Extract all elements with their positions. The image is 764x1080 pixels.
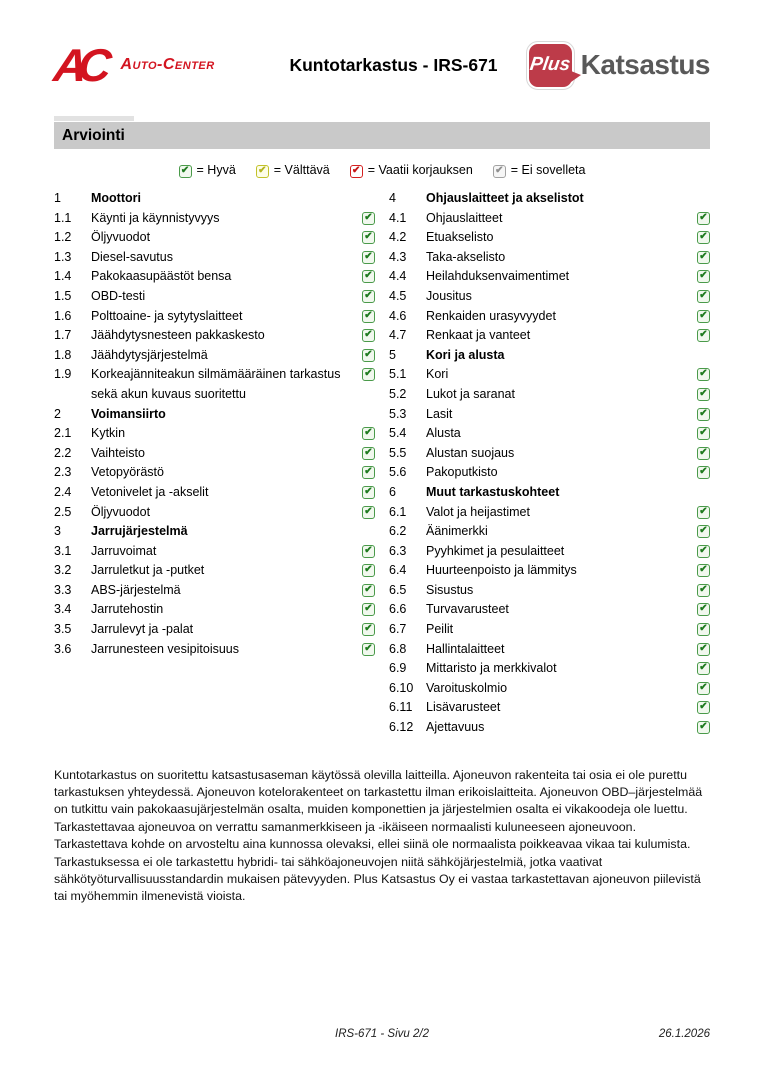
item-label: Peilit (426, 622, 454, 637)
item-number: 3.2 (54, 563, 72, 578)
legend-item-na (493, 162, 586, 178)
status-checkbox-good-icon: ✔ (697, 545, 710, 558)
item-label: Jarrujärjestelmä (91, 524, 188, 539)
item-number: 6.10 (389, 680, 414, 695)
item-number: 1.8 (54, 347, 72, 362)
page-footer (0, 1028, 764, 1044)
disclaimer-text: Kuntotarkastus on suoritettu katsastusaseman käytössä olevilla laitteilla. Ajoneuvon rakenteita tai osia ei ole purettu tarkastuksen yhteydessä. Ajoneuvon kotelorakenteet on tarkastettu ilman erikoislaitteita. Ajoneuvon OBD–järjestelmää on tutkittu vain pakokaasujärjestelmän osalta, muiden komponettien ja järjestelmien osalta ei vikakoodeja ole luettu. Tarkastettavaa ajoneuvoa on verrattu samanmerkkiseen ja -ikäiseen normaalisti kuluneeseen ajoneuvoon. Tarkastettava kohde on arvosteltu aina kunnossa olevaksi, ellei siinä ole normaalista poikkeavaa vikaa tai kulumista. Tarkastuksessa ei ole tarkastettu hybridi- tai sähköajoneuvojen niitä sähköjärjestelmiä, jotka vaativat sähkötyöturvallisuusstandardin mukaisen pätevyyden. Plus Katsastus Oy ei vastaa tarkastettavan ajoneuvon piilevistä tai myöhemmin ilmenevistä vioista. (54, 767, 703, 904)
item-number: 6.3 (389, 543, 407, 558)
checklist-row (389, 581, 710, 601)
item-number: 4.4 (389, 269, 407, 284)
item-label: Öljyvuodot (91, 230, 151, 245)
legend-item-good (179, 162, 236, 178)
checklist-column-right (389, 189, 710, 738)
auto-center-logo-text: Auto-Center (120, 56, 215, 73)
checklist-row (54, 307, 375, 327)
item-number: 2.3 (54, 465, 72, 480)
checklist-row (389, 718, 710, 738)
item-label: Mittaristo ja merkkivalot (426, 661, 557, 676)
checklist-row (389, 522, 710, 542)
item-number: 2.5 (54, 504, 72, 519)
status-checkbox-good-icon: ✔ (362, 643, 375, 656)
item-label: Turvavarusteet (426, 602, 509, 617)
item-label: Moottori (91, 191, 141, 205)
status-checkbox-good-icon: ✔ (697, 368, 710, 381)
checklist-row (54, 424, 375, 444)
status-checkbox-good-icon: ✔ (179, 165, 192, 178)
item-number: 1.7 (54, 328, 72, 343)
status-checkbox-good-icon: ✔ (362, 212, 375, 225)
item-number: 3.3 (54, 582, 72, 597)
item-number: 3.1 (54, 543, 72, 558)
item-label: Lukot ja saranat (426, 386, 515, 401)
item-number: 6.6 (389, 602, 407, 617)
item-label: Jarrutehostin (91, 602, 164, 617)
checklist-row (389, 209, 710, 229)
item-number: 2.1 (54, 426, 72, 441)
page-title: Kuntotarkastus - IRS-671 (289, 54, 498, 75)
status-checkbox-good-icon: ✔ (697, 584, 710, 597)
checklist-group-header (389, 483, 710, 503)
auto-center-logo-mark: AC (51, 39, 106, 91)
status-checkbox-good-icon: ✔ (697, 251, 710, 264)
item-label: Äänimerkki (426, 524, 488, 539)
status-checkbox-good-icon: ✔ (697, 212, 710, 225)
item-number: 6.5 (389, 582, 407, 597)
item-label: Sisustus (426, 582, 474, 597)
item-number: 1.9 (54, 367, 72, 382)
status-checkbox-good-icon: ✔ (362, 427, 375, 440)
item-number: 1.6 (54, 308, 72, 323)
status-checkbox-good-icon: ✔ (697, 270, 710, 283)
status-checkbox-good-icon: ✔ (697, 564, 710, 577)
item-label: ABS-järjestelmä (91, 582, 181, 597)
item-label: Vaihteisto (91, 445, 145, 460)
checklist-row (389, 365, 710, 385)
item-label: Alusta (426, 426, 461, 441)
checklist-row (54, 444, 375, 464)
checklist-row (54, 542, 375, 562)
item-number: 6 (389, 484, 396, 499)
status-checkbox-good-icon: ✔ (697, 525, 710, 538)
status-checkbox-good-icon: ✔ (362, 564, 375, 577)
item-label: Jarrunesteen vesipitoisuus (91, 641, 239, 656)
checklist-row (54, 209, 375, 229)
status-checkbox-good-icon: ✔ (697, 506, 710, 519)
page-header (51, 0, 710, 96)
item-label: Kori ja alusta (426, 347, 505, 362)
checklist-group-header (54, 405, 375, 425)
status-checkbox-good-icon: ✔ (362, 231, 375, 244)
status-checkbox-good-icon: ✔ (362, 623, 375, 636)
status-checkbox-good-icon: ✔ (697, 682, 710, 695)
status-checkbox-good-icon: ✔ (362, 584, 375, 597)
item-label: Jäähdytysjärjestelmä (91, 347, 208, 362)
item-number: 6.2 (389, 524, 407, 539)
item-label: Öljyvuodot (91, 504, 151, 519)
item-number: 4.6 (389, 308, 407, 323)
item-number: 5.2 (389, 386, 407, 401)
item-number: 1.4 (54, 269, 72, 284)
checklist-group-header (54, 189, 375, 209)
status-checkbox-good-icon: ✔ (697, 623, 710, 636)
checklist-row (54, 287, 375, 307)
checklist-group-header (54, 522, 375, 542)
item-number: 1.1 (54, 210, 72, 225)
checklist-row (389, 679, 710, 699)
checklist-row (54, 248, 375, 268)
checklist-row (389, 248, 710, 268)
item-label: Etuakselisto (426, 230, 494, 245)
checklist (54, 189, 710, 738)
section-divider (54, 116, 134, 121)
checklist-group-header (389, 346, 710, 366)
item-number: 4.5 (389, 288, 407, 303)
item-number: 5.6 (389, 465, 407, 480)
checklist-row (389, 503, 710, 523)
item-label: Jousitus (426, 288, 472, 303)
item-label: Heilahduksenvaimentimet (426, 269, 570, 284)
item-label: Ohjauslaitteet ja akselistot (426, 191, 584, 205)
checklist-row (389, 561, 710, 581)
checklist-row (389, 542, 710, 562)
status-checkbox-good-icon: ✔ (697, 329, 710, 342)
item-number: 4.2 (389, 230, 407, 245)
checklist-row (389, 385, 710, 405)
status-checkbox-good-icon: ✔ (697, 466, 710, 479)
item-label: Pakokaasupäästöt bensa (91, 269, 232, 284)
item-label: Kytkin (91, 426, 126, 441)
item-label: Jarruvoimat (91, 543, 157, 558)
item-number: 6.1 (389, 504, 407, 519)
item-label: Taka-akselisto (426, 249, 506, 264)
status-checkbox-good-icon: ✔ (697, 427, 710, 440)
status-checkbox-good-icon: ✔ (697, 721, 710, 734)
item-label: Pakoputkisto (426, 465, 498, 480)
legend-label: = Vaatii korjauksen (367, 163, 473, 177)
item-number: 5.1 (389, 367, 407, 382)
item-number: 2.4 (54, 484, 72, 499)
item-number: 5 (389, 347, 396, 362)
section-title: Arviointi (54, 122, 710, 149)
status-checkbox-good-icon: ✔ (697, 388, 710, 401)
item-number: 3.4 (54, 602, 72, 617)
item-number: 5.5 (389, 445, 407, 460)
status-checkbox-good-icon: ✔ (362, 486, 375, 499)
legend-label: = Hyvä (196, 163, 236, 177)
checklist-row (54, 581, 375, 601)
status-checkbox-good-icon: ✔ (697, 701, 710, 714)
checklist-group-header (389, 189, 710, 209)
checklist-row (389, 640, 710, 660)
status-checkbox-good-icon: ✔ (697, 603, 710, 616)
checklist-row (54, 620, 375, 640)
checklist-row (54, 463, 375, 483)
status-checkbox-good-icon: ✔ (697, 290, 710, 303)
status-checkbox-good-icon: ✔ (362, 603, 375, 616)
checklist-row (389, 444, 710, 464)
status-checkbox-fair-icon: ✔ (256, 165, 269, 178)
item-label: Lisävarusteet (426, 700, 501, 715)
item-number: 4 (389, 191, 396, 205)
status-checkbox-good-icon: ✔ (362, 290, 375, 303)
status-checkbox-good-icon: ✔ (362, 329, 375, 342)
item-label: Käynti ja käynnistyvyys (91, 210, 220, 225)
status-checkbox-good-icon: ✔ (697, 447, 710, 460)
item-number: 1.5 (54, 288, 72, 303)
item-number: 3.5 (54, 622, 72, 637)
status-checkbox-good-icon: ✔ (362, 545, 375, 558)
checklist-row (54, 640, 375, 660)
status-checkbox-repair-icon: ✔ (350, 165, 363, 178)
item-number: 3.6 (54, 641, 72, 656)
item-label: Vetonivelet ja -akselit (91, 484, 209, 499)
item-label: Renkaat ja vanteet (426, 328, 531, 343)
item-label: Jarrulevyt ja -palat (91, 622, 194, 637)
item-label: Hallintalaitteet (426, 641, 505, 656)
item-number: 2 (54, 406, 61, 421)
item-label: Voimansiirto (91, 406, 166, 421)
item-number: 6.7 (389, 622, 407, 637)
checklist-row (389, 424, 710, 444)
checklist-row (54, 503, 375, 523)
checklist-row (389, 405, 710, 425)
item-number: 6.11 (389, 700, 413, 715)
checklist-row (54, 228, 375, 248)
checklist-row (54, 326, 375, 346)
plus-katsastus-logo (518, 42, 710, 89)
status-checkbox-good-icon: ✔ (362, 310, 375, 323)
plus-logo-word: Plus (528, 54, 572, 75)
status-checkbox-good-icon: ✔ (362, 251, 375, 264)
item-number: 1.3 (54, 249, 72, 264)
status-checkbox-good-icon: ✔ (362, 466, 375, 479)
item-number: 6.9 (389, 661, 407, 676)
item-number: 4.1 (389, 210, 407, 225)
checklist-row (389, 600, 710, 620)
item-label: Alustan suojaus (426, 445, 515, 460)
item-number: 4.7 (389, 328, 407, 343)
auto-center-logo (51, 38, 269, 92)
item-number: 5.4 (389, 426, 407, 441)
item-number: 1 (54, 191, 61, 205)
checklist-row (54, 600, 375, 620)
status-checkbox-good-icon: ✔ (362, 349, 375, 362)
status-checkbox-good-icon: ✔ (697, 662, 710, 675)
status-checkbox-good-icon: ✔ (697, 643, 710, 656)
checklist-row (389, 620, 710, 640)
checklist-row (389, 463, 710, 483)
item-label: Diesel-savutus (91, 249, 173, 264)
item-number: 6.12 (389, 720, 414, 735)
item-label: Polttoaine- ja sytytyslaitteet (91, 308, 243, 323)
status-legend (54, 162, 710, 178)
item-number: 5.3 (389, 406, 407, 421)
checklist-row (54, 483, 375, 503)
status-checkbox-good-icon: ✔ (697, 231, 710, 244)
checklist-row (389, 228, 710, 248)
item-number: 2.2 (54, 445, 72, 460)
legend-item-fair (256, 162, 330, 178)
item-label: Muut tarkastuskohteet (426, 484, 560, 499)
item-label: Pyyhkimet ja pesulaitteet (426, 543, 565, 558)
item-label: Renkaiden urasyvyydet (426, 308, 556, 323)
item-label: Valot ja heijastimet (426, 504, 530, 519)
checklist-row (389, 659, 710, 679)
item-number: 1.2 (54, 230, 72, 245)
status-checkbox-na-icon: ✔ (493, 165, 506, 178)
item-label: Vetopyörästö (91, 465, 164, 480)
checklist-row (389, 326, 710, 346)
checklist-row (54, 561, 375, 581)
checklist-row (389, 267, 710, 287)
item-label: Varoituskolmio (426, 680, 508, 695)
item-label: Jäähdytysnesteen pakkaskesto (91, 328, 265, 343)
checklist-row (54, 365, 375, 404)
item-number: 3 (54, 524, 61, 539)
item-label: Korkeajänniteakun silmämääräinen tarkastus sekä akun kuvaus suoritettu (91, 367, 341, 401)
checklist-row (389, 287, 710, 307)
item-number: 4.3 (389, 249, 407, 264)
footer-page-number: IRS-671 - Sivu 2/2 (335, 1028, 429, 1040)
legend-label: = Välttävä (273, 163, 330, 177)
checklist-row (389, 698, 710, 718)
item-label: Ohjauslaitteet (426, 210, 503, 225)
item-label: Huurteenpoisto ja lämmitys (426, 563, 577, 578)
speech-bubble-tail-icon (571, 71, 581, 82)
checklist-row (389, 307, 710, 327)
status-checkbox-good-icon: ✔ (362, 270, 375, 283)
status-checkbox-good-icon: ✔ (362, 447, 375, 460)
plus-logo-badge (527, 42, 574, 89)
checklist-row (54, 346, 375, 366)
plus-logo-text: Katsastus (580, 49, 710, 80)
status-checkbox-good-icon: ✔ (697, 310, 710, 323)
item-label: Lasit (426, 406, 453, 421)
legend-label: = Ei sovelleta (510, 163, 586, 177)
checklist-column-left (54, 189, 375, 738)
item-number: 6.4 (389, 563, 407, 578)
item-label: Jarruletkut ja -putket (91, 563, 205, 578)
item-label: Ajettavuus (426, 720, 485, 735)
legend-item-repair (350, 162, 473, 178)
status-checkbox-good-icon: ✔ (362, 368, 375, 381)
item-label: Kori (426, 367, 449, 382)
item-label: OBD-testi (91, 288, 146, 303)
status-checkbox-good-icon: ✔ (362, 506, 375, 519)
item-number: 6.8 (389, 641, 407, 656)
status-checkbox-good-icon: ✔ (697, 408, 710, 421)
footer-date: 26.1.2026 (658, 1028, 710, 1040)
checklist-row (54, 267, 375, 287)
